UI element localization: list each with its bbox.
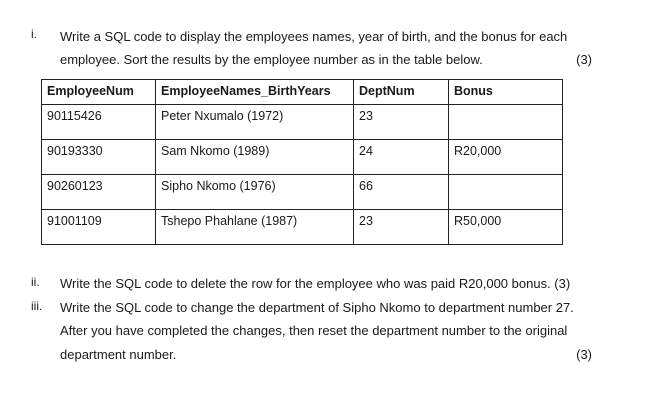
cell-employee-num: 90260123 — [42, 175, 156, 210]
question-ii-text: Write the SQL code to delete the row for the employee who was paid R20,000 bonus. (3) — [60, 276, 571, 291]
cell-dept-num: 66 — [354, 175, 449, 210]
header-bonus: Bonus — [449, 80, 563, 105]
cell-dept-num: 23 — [354, 105, 449, 140]
question-ii — [0, 274, 655, 294]
question-iii-numeral: iii. — [31, 299, 43, 313]
question-i-line2-row — [0, 50, 655, 70]
cell-employee-num: 90115426 — [42, 105, 156, 140]
cell-employee-num: 91001109 — [42, 210, 156, 245]
cell-dept-num: 23 — [354, 210, 449, 245]
question-iii-marks: (3) — [576, 347, 592, 362]
cell-employee-name: Sipho Nkomo (1976) — [156, 175, 354, 210]
question-i-marks: (3) — [576, 52, 592, 67]
question-i-numeral: i. — [31, 27, 37, 41]
header-dept-num: DeptNum — [354, 80, 449, 105]
question-iii-line1: Write the SQL code to change the department of Sipho Nkomo to department number 27. — [60, 300, 574, 315]
question-iii-line2-row — [0, 321, 655, 341]
question-iii — [0, 298, 655, 318]
table-row — [42, 105, 563, 140]
question-i — [0, 27, 655, 47]
table-header-row — [42, 80, 563, 105]
cell-employee-name: Peter Nxumalo (1972) — [156, 105, 354, 140]
question-ii-numeral: ii. — [31, 275, 40, 289]
question-i-line1: Write a SQL code to display the employees names, year of birth, and the bonus for each — [60, 29, 568, 44]
header-employee-names-birthyears: EmployeeNames_BirthYears — [156, 80, 354, 105]
cell-dept-num: 24 — [354, 140, 449, 175]
cell-bonus — [449, 175, 563, 210]
question-iii-line2: After you have completed the changes, then reset the department number to the original — [60, 323, 568, 338]
question-iii-line3: department number. — [60, 347, 177, 362]
table-row — [42, 140, 563, 175]
cell-bonus: R50,000 — [449, 210, 563, 245]
cell-bonus — [449, 105, 563, 140]
table-row — [42, 175, 563, 210]
question-i-line2: employee. Sort the results by the employee number as in the table below. — [60, 52, 483, 67]
header-employee-num: EmployeeNum — [42, 80, 156, 105]
employee-table — [41, 79, 563, 245]
cell-employee-name: Tshepo Phahlane (1987) — [156, 210, 354, 245]
question-iii-line3-row — [0, 345, 655, 365]
cell-employee-num: 90193330 — [42, 140, 156, 175]
cell-employee-name: Sam Nkomo (1989) — [156, 140, 354, 175]
table-row — [42, 210, 563, 245]
cell-bonus: R20,000 — [449, 140, 563, 175]
